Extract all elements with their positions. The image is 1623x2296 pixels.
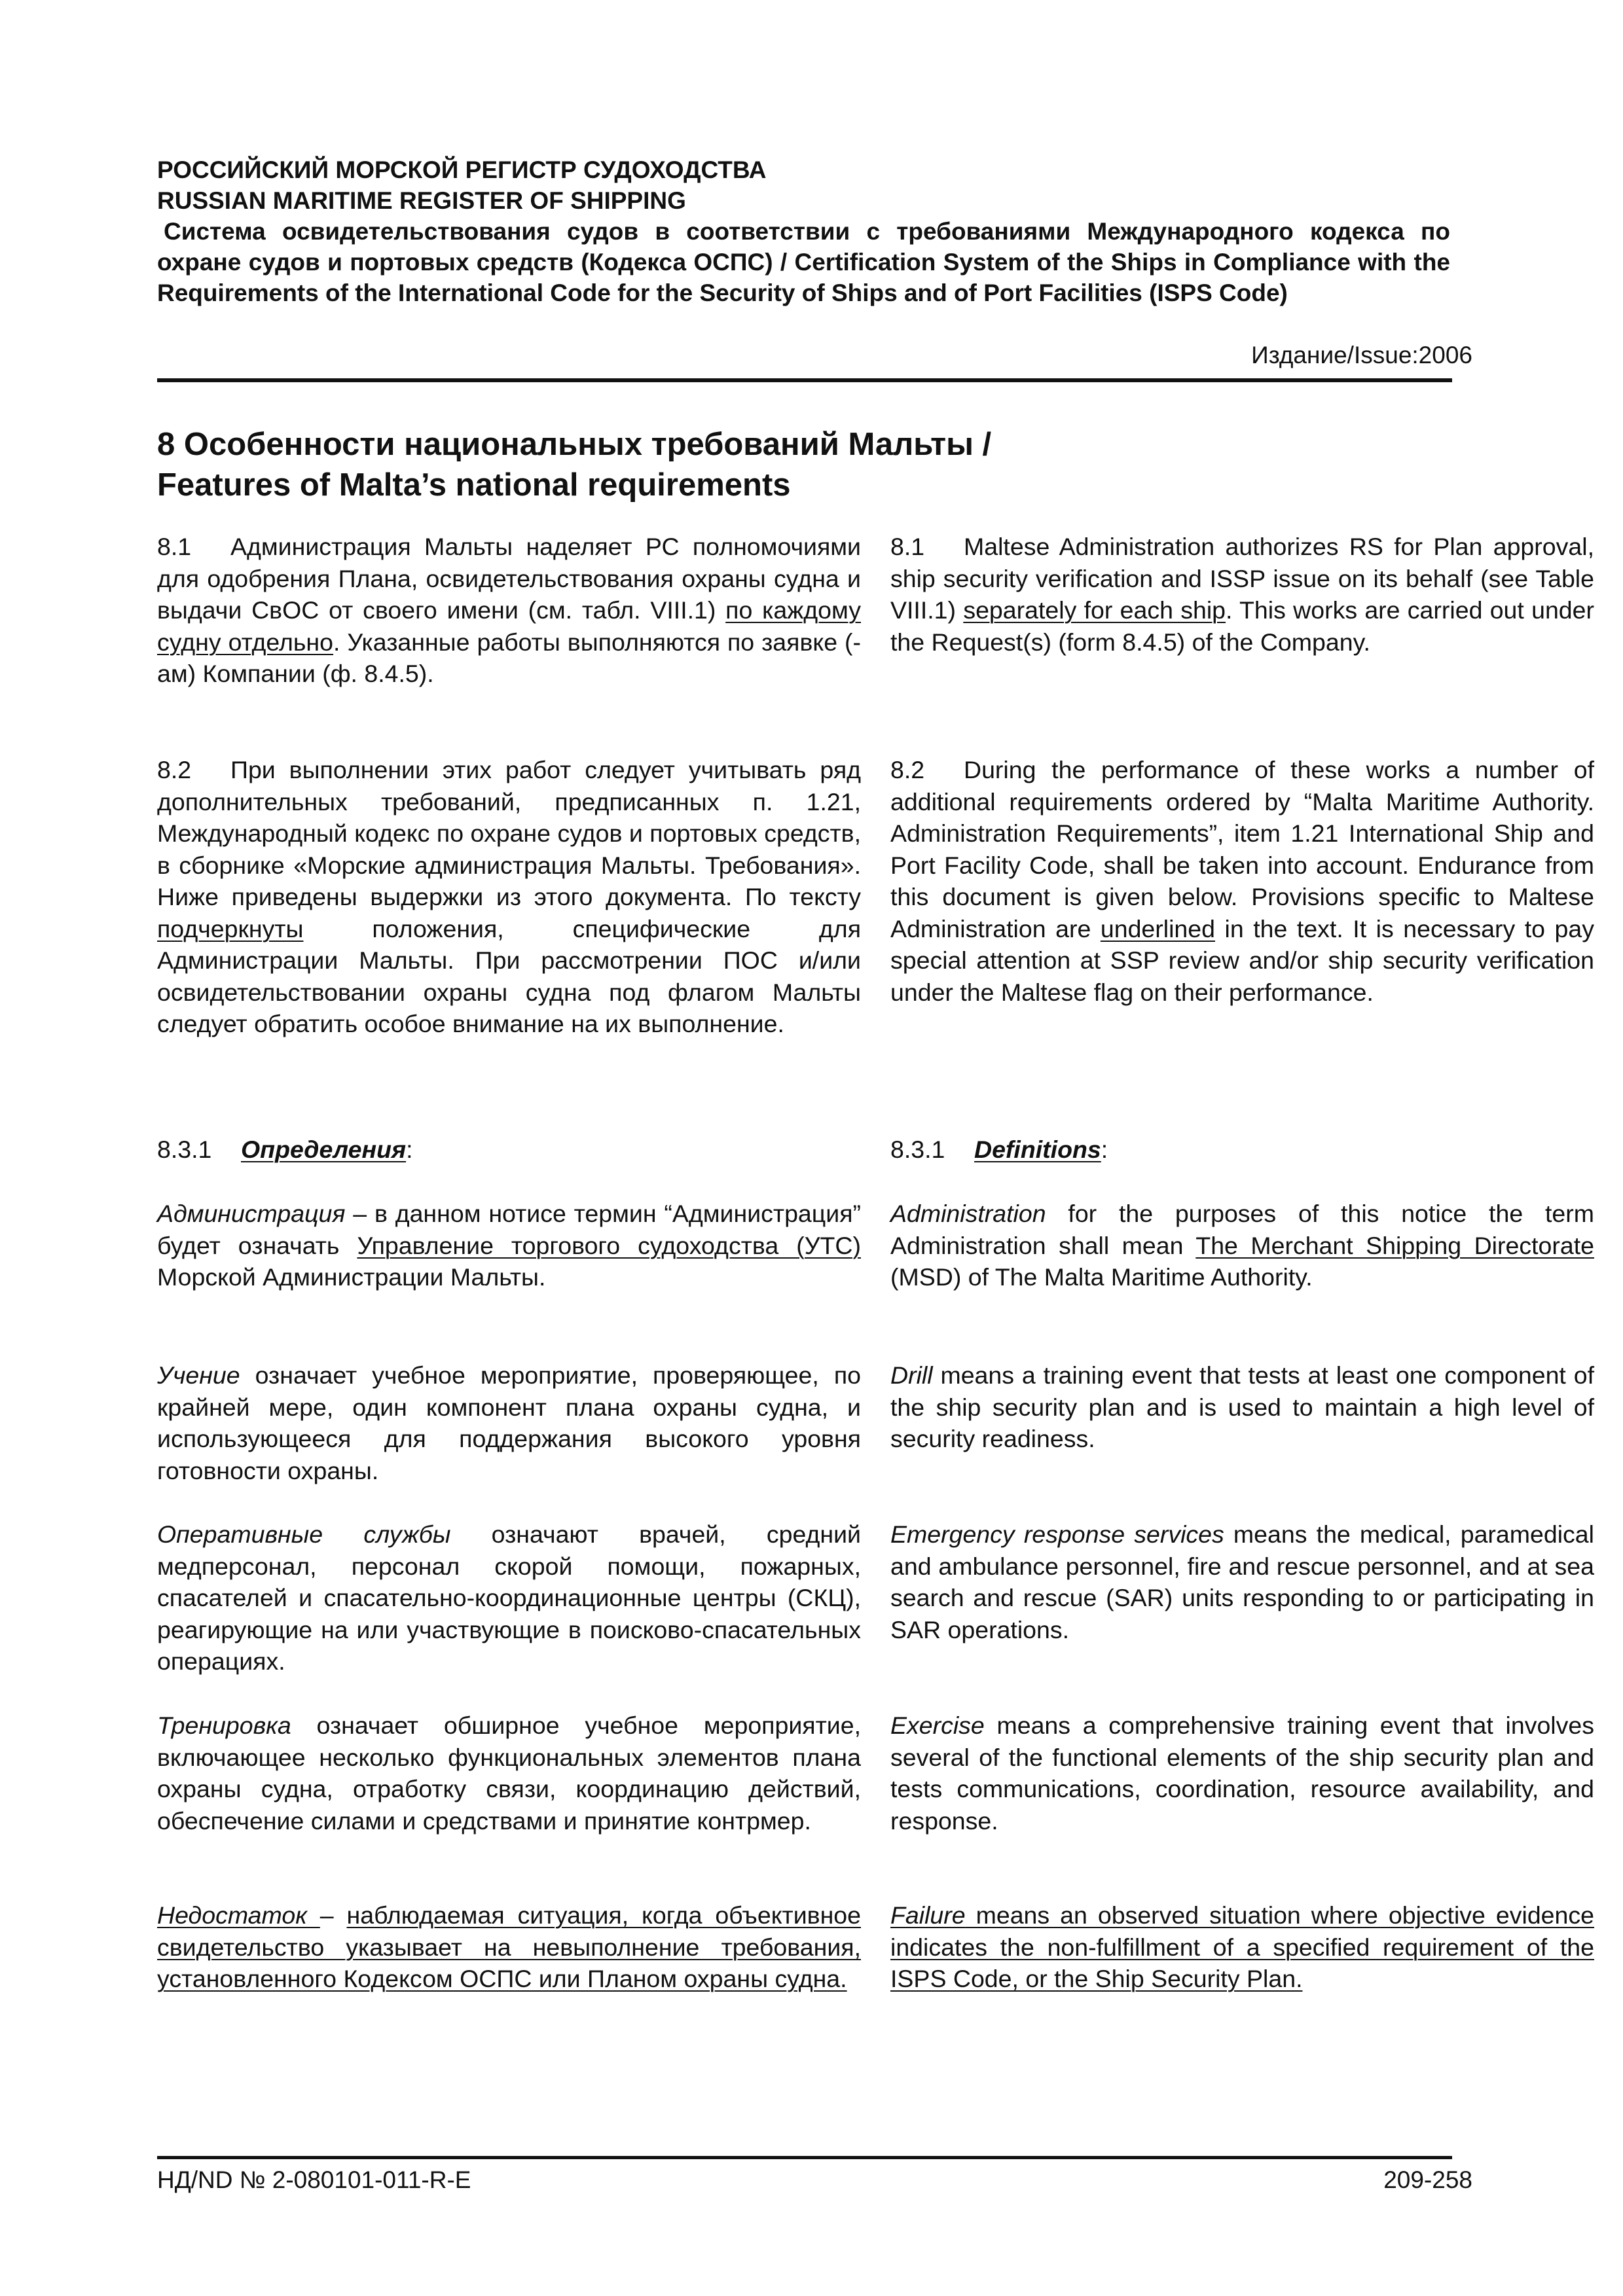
section-title-en: Features of Malta’s national requirements bbox=[157, 467, 791, 503]
issue-label: Издание/Issue:2006 bbox=[1251, 342, 1472, 368]
document-number: НД/ND № 2-080101-011-R-E bbox=[157, 2166, 471, 2193]
para-number: 8.2 bbox=[157, 756, 192, 783]
def-drill-ru: Учение означает учебное мероприятие, проверяющее, по крайней мере, один компонент плана охраны судна, и использующееся для поддержания высокого уровня готовности охраны. bbox=[157, 1361, 861, 1484]
def-exercise-ru: Тренировка означает обширное учебное мероприятие, включающее несколько функциональных элементов плана охраны судна, отработку связи, координацию действий, обеспечение силами и средствами и принятие контрмер. bbox=[157, 1712, 861, 1835]
page-number: 209-258 bbox=[1383, 2166, 1472, 2193]
def-drill-en: Drill means a training event that tests at least one component of the ship security plan and is used to maintain a high level of security readiness. bbox=[890, 1361, 1594, 1452]
def-exercise-en: Exercise means a comprehensive training event that involves several of the functional elements of the ship security plan and tests communications, coordination, resource availability, and response. bbox=[890, 1712, 1594, 1835]
para-8-3-1-en: 8.3.1 Definitions: bbox=[890, 1136, 1108, 1163]
para-8-2-ru: 8.2 При выполнении этих работ следует учитывать ряд дополнительных требований, предписанных п. 1.21, Международный кодекс по охране судов и портовых средств, в сборнике «Морские администрация Мальты. Требования». Ниже приведены выдержки из этого документа. По тексту подчеркнуты положения, специфические для Администрации Мальты. При рассмотрении ПОС и/или освидетельствовании охраны судна под флагом Мальты следует обратить особое внимание на их выполнение. bbox=[157, 754, 861, 1040]
def-failure-ru: Недостаток – наблюдаемая ситуация, когда объективное свидетельство указывает на невыполнение требования, установленного Кодексом ОСПС или Планом охраны судна. bbox=[157, 1901, 861, 1992]
system-title: Система освидетельствования судов в соответствии с требованиями Международного кодекса по охране судов и портовых средств (Кодекса ОСПС) / Certification System of the Ships in Compliance with the Requirements of the International Code for the Security of Ships and of Port Facilities (ISPS Code) bbox=[157, 218, 1450, 306]
definitions-heading-en: Definitions bbox=[974, 1136, 1101, 1163]
para-8-1-en: 8.1 Maltese Administration authorizes RS for Plan approval, ship security verification and ISSP issue on its behalf (see Table VIII.1) separately for each ship. This works are carried out under the Request(s) (form 8.4.5) of the Company. bbox=[890, 531, 1594, 658]
para-8-1-ru: 8.1 Администрация Мальты наделяет РС полномочиями для одобрения Плана, освидетельствования охраны судна и выдачи СвОС от своего имени (см. табл. VIII.1) по каждому судну отдельно. Указанные работы выполняются по заявке (-ам) Компании (ф. 8.4.5). bbox=[157, 531, 861, 690]
para-number: 8.2 bbox=[890, 756, 925, 783]
org-name-en: RUSSIAN MARITIME REGISTER OF SHIPPING bbox=[157, 187, 686, 214]
footer-rule bbox=[157, 2156, 1452, 2159]
def-failure-en: Failure means an observed situation where objective evidence indicates the non-fulfillment of a specified requirement of the ISPS Code, or the Ship Security Plan. bbox=[890, 1901, 1594, 1992]
def-emergency-en: Emergency response services means the medical, paramedical and ambulance personnel, fire and rescue personnel, and at sea search and rescue (SAR) units responding to or participating in SAR operations. bbox=[890, 1520, 1594, 1643]
org-name-ru: РОССИЙСКИЙ МОРСКОЙ РЕГИСТР СУДОХОДСТВА bbox=[157, 156, 767, 183]
def-administration-ru: Администрация – в данном нотисе термин “Администрация” будет означать Управление торгового судоходства (УТС) Морской Администрации Мальты. bbox=[157, 1200, 861, 1291]
definitions-heading-ru: Определения bbox=[241, 1136, 407, 1163]
para-8-2-en: 8.2 During the performance of these works a number of additional requirements ordered by “Malta Maritime Authority. Administration Requirements”, item 1.21 International Ship and Port Facility Code, shall be taken into account. Endurance from this document is given below. Provisions specific to Maltese Administration are underlined in the text. It is necessary to pay special attention at SSP review and/or ship security verification under the Maltese flag on their performance. bbox=[890, 754, 1594, 1008]
def-administration-en: Administration for the purposes of this notice the term Administration shall mean The Merchant Shipping Directorate (MSD) of The Malta Maritime Authority. bbox=[890, 1200, 1594, 1291]
def-emergency-ru: Оперативные службы означают врачей, средний медперсонал, персонал скорой помощи, пожарных, спасателей и спасательно-координационные центры (СКЦ), реагирующие на или участвующие в поисково-спасательных операциях. bbox=[157, 1520, 861, 1675]
header-rule bbox=[157, 378, 1452, 382]
para-number: 8.1 bbox=[157, 533, 192, 560]
section-title-ru: 8 Особенности национальных требований Мальты / bbox=[157, 427, 992, 462]
para-8-3-1-ru: 8.3.1 Определения: bbox=[157, 1136, 413, 1163]
para-number: 8.1 bbox=[890, 533, 925, 560]
